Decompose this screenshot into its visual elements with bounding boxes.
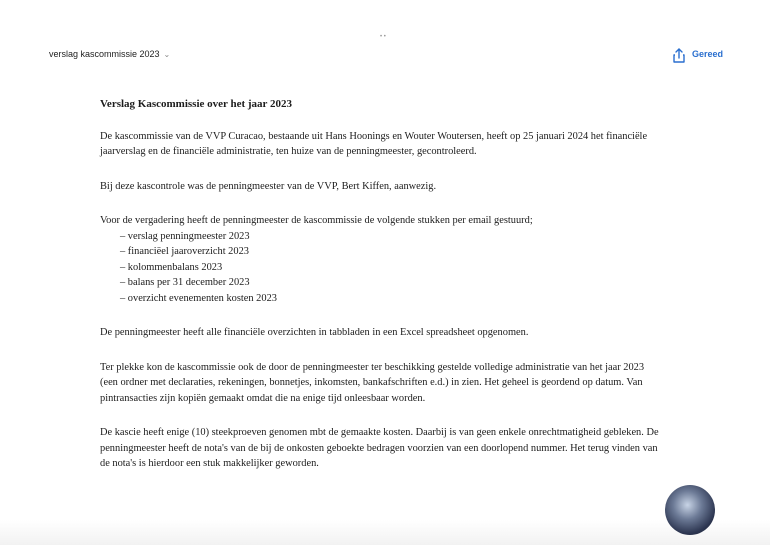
paragraph-documents-intro: Voor de vergadering heeft de penningmeester de kascommissie de volgende stukken per email gestuurd;	[100, 215, 533, 226]
documents-list	[100, 229, 660, 307]
document-title-menu[interactable]	[49, 49, 170, 59]
list-item: – balans per 31 december 2023	[100, 275, 660, 291]
share-icon[interactable]	[670, 47, 688, 65]
done-button[interactable]: Gereed	[692, 49, 724, 59]
document-title: verslag kascommissie 2023	[49, 49, 160, 59]
paragraph-spreadsheet: De penningmeester heeft alle financiële overzichten in tabbladen in een Excel spreadsheet opgenomen.	[100, 327, 529, 338]
page-bottom-edge	[0, 520, 770, 545]
paragraph-samples: De kascie heeft enige (10) steekproeven genomen mbt de gemaakte kosten. Daarbij is van geen enkele onrechtmatigheid gebleken. De penningmeester heeft de nota's van de bij de onkosten geboekte bedragen voorzien van een doorlopend nummer. Het terug vinden van de nota's is hierdoor een stuk makkelijker geworden.	[100, 427, 659, 469]
scan-mark: • •	[380, 34, 386, 40]
paragraph-attendance: Bij deze kascontrole was de penningmeester van de VVP, Bert Kiffen, aanwezig.	[100, 180, 437, 192]
paragraph-administration: Ter plekke kon de kascommissie ook de door de penningmeester ter beschikking gestelde volledige administratie van het jaar 2023 (een ordner met declaraties, rekeningen, bonnetjes, inkomsten, bankafschriften e.d.) in zien. Het geheel is geordend op datum. Van pintransacties zijn kopiën gemaakt omdat die na enige tijd onleesbaar worden.	[100, 361, 645, 404]
list-item: – kolommenbalans 2023	[100, 260, 660, 276]
floating-assistant-icon[interactable]	[665, 485, 715, 535]
document-heading: Verslag Kascommissie over het jaar 2023	[100, 98, 292, 110]
document-body	[100, 97, 660, 491]
chevron-down-icon: ⌄	[163, 49, 171, 59]
list-item: – financiëel jaaroverzicht 2023	[100, 244, 660, 260]
top-bar	[0, 0, 770, 90]
paragraph-intro: De kascommissie van de VVP Curacao, bestaande uit Hans Hoonings en Wouter Woutersen, heeft op 25 januari 2024 het financiële jaarverslag en de financiële administratie, ten huize van de penningmeester, gecontroleerd.	[100, 130, 648, 157]
list-item: – overzicht evenementen kosten 2023	[100, 291, 660, 307]
list-item: – verslag penningmeester 2023	[100, 229, 660, 245]
